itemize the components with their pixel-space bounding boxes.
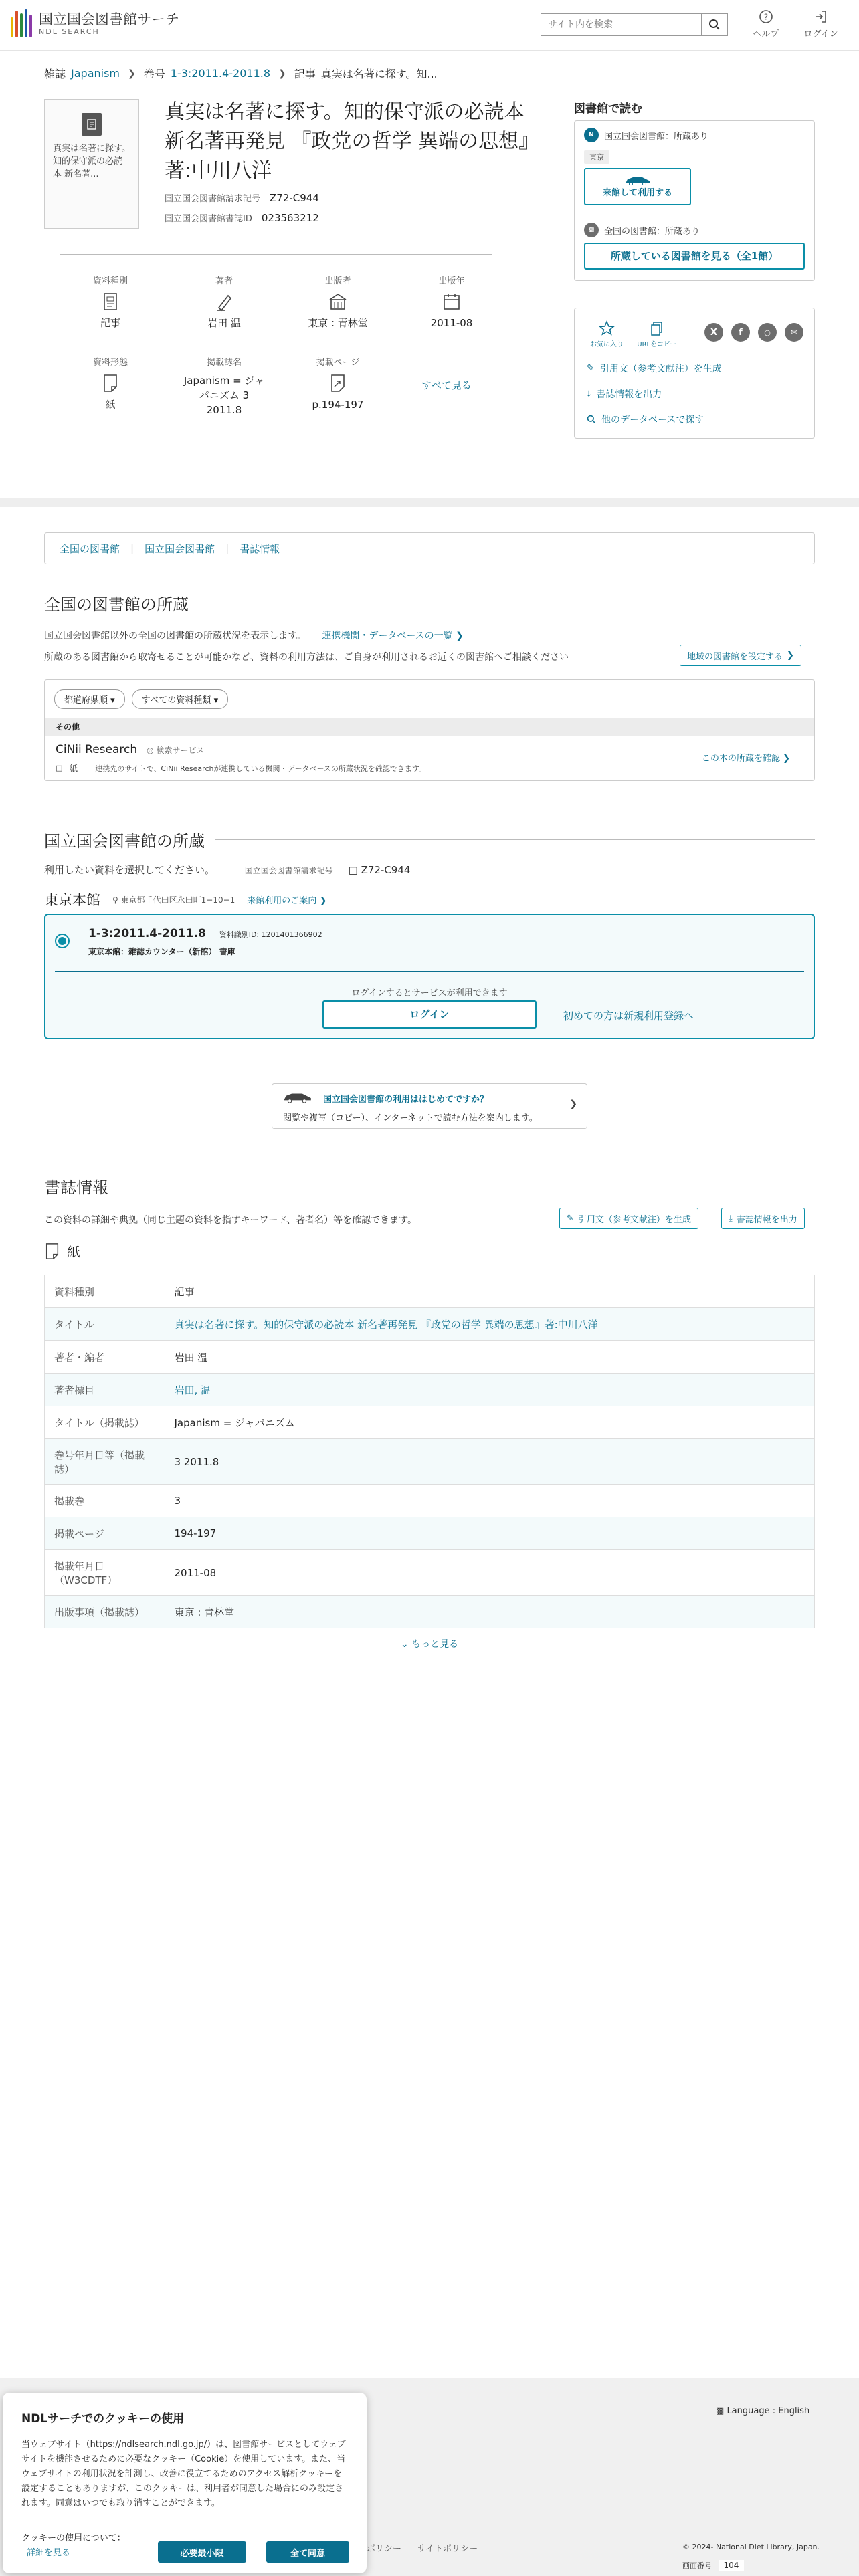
tab-ndl[interactable]: 国立国会図書館 xyxy=(145,542,215,555)
chevron-right-icon: ❯ xyxy=(456,631,464,641)
table-row xyxy=(45,1439,815,1485)
page-title: 真実は名著に探す。知的保守派の必読本 新名著再発見 『政党の哲学 異端の思想』著:中川八洋 xyxy=(165,100,529,183)
cinii-form: 紙 xyxy=(69,764,78,774)
section-tabs xyxy=(44,532,815,564)
ndl-login-button[interactable]: ログイン xyxy=(322,1000,537,1029)
language-label: Language : English xyxy=(727,2406,810,2416)
item-thumbnail xyxy=(44,99,139,229)
cinii-detail xyxy=(56,762,426,774)
paper-icon xyxy=(60,372,161,395)
check-holdings-link[interactable] xyxy=(702,751,790,764)
site-search-input[interactable] xyxy=(541,13,701,36)
item-attributes xyxy=(60,254,492,429)
guide-title: 国立国会図書館の利用ははじめてですか？ xyxy=(323,1095,489,1105)
login-note: ログインするとサービスが利用できます xyxy=(351,988,508,998)
attr-journal-value: Japanism = ジャパニズム 3 2011.8 xyxy=(183,374,265,416)
help-button[interactable] xyxy=(743,9,789,39)
screen-number xyxy=(682,2560,744,2571)
attr-type-value: 記事 xyxy=(100,317,120,329)
national-desc-1 xyxy=(44,629,464,642)
holding-counter: 東京本館：雑誌カウンター（新館） 書庫 xyxy=(88,947,235,956)
library-availability-card xyxy=(574,120,815,281)
bib-key: 掲載年月日（W3CDTF） xyxy=(45,1550,165,1596)
calendar-icon xyxy=(401,290,502,313)
cinii-desc: 連携先のサイトで、CiNii Researchが連携している機関・データベースの所蔵状況を確認できます。 xyxy=(95,764,427,773)
attr-page xyxy=(288,355,388,412)
attr-author xyxy=(174,274,274,330)
bib-cite-label: 引用文（参考文献注）を生成 xyxy=(577,1214,691,1225)
set-local-library-button[interactable] xyxy=(680,645,801,666)
login-icon xyxy=(814,9,828,24)
sort-prefecture-label: 都道府県順 xyxy=(64,695,108,706)
table-row xyxy=(45,1374,815,1406)
national-desc-1-text: 国立国会図書館以外の全国の図書館の所蔵状況を表示します。 xyxy=(44,631,306,641)
all-libraries-availability-text: 全国の図書館：所蔵あり xyxy=(604,226,700,237)
footer-links xyxy=(367,2541,478,2554)
ndl-holdings-title: 国立国会図書館の所蔵 xyxy=(44,832,205,851)
call-number-value: Z72-C944 xyxy=(270,192,319,204)
screen-number-label: 画面番号 xyxy=(682,2561,712,2570)
attr-year xyxy=(401,274,502,330)
attr-year-value: 2011-08 xyxy=(430,317,473,329)
mail-share-icon[interactable]: ✉ xyxy=(785,323,803,342)
attr-publisher xyxy=(288,274,388,330)
x-share-icon[interactable]: X xyxy=(704,323,723,342)
bib-value: 3 2011.8 xyxy=(165,1439,815,1485)
login-button[interactable] xyxy=(797,9,844,39)
set-local-library-label: 地域の図書館を設定する xyxy=(687,651,783,662)
footer-policy-link[interactable]: ポリシー xyxy=(367,2544,402,2554)
breadcrumb xyxy=(44,66,438,81)
attr-page-label: 掲載ページ xyxy=(316,358,360,368)
bib-id-value: 023563212 xyxy=(261,212,319,224)
actions-card xyxy=(574,308,815,439)
table-row xyxy=(45,1275,815,1308)
chevron-down-icon: ▾ xyxy=(110,695,115,706)
bib-value: 東京 : 青林堂 xyxy=(165,1596,815,1628)
attr-author-label: 著者 xyxy=(215,276,233,286)
holding-volume-row xyxy=(88,927,322,940)
attr-form xyxy=(60,355,161,412)
sort-prefecture-dropdown[interactable] xyxy=(54,689,125,709)
tab-bibliographic-info[interactable]: 書誌情報 xyxy=(240,542,280,555)
bib-key: 著者標目 xyxy=(45,1374,165,1406)
national-desc-2: 所蔵のある図書館から取寄せることが可能かなど、資料の利用方法は、ご自身が利用されるお近くの図書館へご相談ください xyxy=(44,652,569,663)
language-switch[interactable] xyxy=(716,2406,809,2416)
breadcrumb-link-issue[interactable]: 1-3:2011.4-2011.8 xyxy=(170,67,271,80)
chevron-right-icon: ❯ xyxy=(319,895,327,906)
search-icon xyxy=(708,19,721,31)
site-header xyxy=(0,0,859,51)
table-row xyxy=(45,1406,815,1439)
bib-key: 出版事項（掲載誌） xyxy=(45,1596,165,1628)
other-database-label: 他のデータベースで探す xyxy=(601,415,704,425)
car-icon xyxy=(282,1092,312,1103)
attr-publisher-label: 出版者 xyxy=(324,276,351,286)
branch-name: 東京本館 xyxy=(44,892,100,908)
export-bib-label: 書誌情報を出力 xyxy=(596,389,662,400)
site-search xyxy=(541,13,728,36)
download-icon: ⤓ xyxy=(729,1213,733,1224)
bib-value: 岩田 温 xyxy=(165,1341,815,1374)
quote-icon: ✎ xyxy=(587,363,595,374)
screen-number-value: 104 xyxy=(719,2560,745,2571)
breadcrumb-label-issue: 巻号 xyxy=(143,68,165,80)
all-libraries-availability xyxy=(584,223,700,237)
facebook-share-icon[interactable]: f xyxy=(731,323,750,342)
help-label: ヘルプ xyxy=(753,29,779,39)
bib-form xyxy=(44,1241,80,1261)
thumbnail-text: 真実は名著に探す。知的保守派の必読本 新名著... xyxy=(53,144,130,179)
attr-publisher-value: 東京 : 青林堂 xyxy=(308,317,368,329)
branch-address xyxy=(112,894,235,905)
copy-url-button[interactable] xyxy=(634,320,680,348)
attr-type-label: 資料種別 xyxy=(92,276,128,286)
cookie-title: NDLサーチでのクッキーの使用 xyxy=(21,2412,185,2426)
material-type-dropdown[interactable] xyxy=(132,689,228,709)
chevron-right-icon: ❯ xyxy=(783,754,791,764)
section-divider xyxy=(0,498,859,507)
bib-author-link[interactable]: 岩田, 温 xyxy=(165,1374,815,1406)
chevron-down-icon: ⌄ xyxy=(400,1639,409,1650)
view-holding-libraries-button[interactable]: 所蔵している図書館を見る（全1館） xyxy=(584,243,805,270)
bib-key: 掲載ページ xyxy=(45,1517,165,1550)
national-holdings-title: 全国の図書館の所蔵 xyxy=(44,595,189,614)
heading-rule xyxy=(215,839,815,840)
show-more-label: もっと見る xyxy=(411,1639,459,1650)
visit-guide-label: 来館利用のご案内 xyxy=(247,895,317,906)
logo-mark-icon xyxy=(11,9,32,37)
breadcrumb-label-journal: 雑誌 xyxy=(44,68,66,80)
ndl-call-number-value: Z72-C944 xyxy=(361,864,411,876)
check-holdings-label: この本の所蔵を確認 xyxy=(702,754,781,764)
table-row xyxy=(45,1308,815,1341)
ndl-availability xyxy=(584,128,708,142)
branch-row xyxy=(44,889,326,909)
ndl-icon: N xyxy=(584,128,599,142)
call-number-icon: □ xyxy=(348,864,358,876)
tab-national-libraries[interactable]: 全国の図書館 xyxy=(60,542,120,555)
cinii-row xyxy=(56,743,204,756)
visit-guide-link[interactable] xyxy=(247,893,326,906)
export-bib-link[interactable] xyxy=(587,387,662,401)
bib-export-label: 書誌情報を出力 xyxy=(736,1214,797,1225)
cinii-service-label: 検索サービス xyxy=(156,745,205,755)
holding-divider xyxy=(55,971,804,972)
show-more-button[interactable] xyxy=(0,1637,859,1650)
ndl-select-text: 利用したい資料を選択してください。 xyxy=(44,864,215,876)
cookie-body: 当ウェブサイト（https://ndlsearch.ndl.go.jp/）は、図書館サービスとしてウェブサイトを機能させるために必要なクッキー（Cookie）を使用しています。また、当ウェブサイトの利用状況を計測し、改善に役立てるためのアクセス解析クッキーを設定することもありますが、このクッキーは、利用者が同意した場合にのみ設定されます。同意はいつでも取り消すことができます。 xyxy=(21,2440,346,2508)
holdings-filters xyxy=(54,689,228,709)
cookie-dialog xyxy=(3,2393,367,2573)
map-pin-icon: ⚲ xyxy=(112,895,118,905)
pen-icon xyxy=(174,290,274,313)
favorite-label: お気に入り xyxy=(590,341,624,348)
table-row xyxy=(45,1485,815,1517)
holding-volume: 1-3:2011.4-2011.8 xyxy=(88,927,206,940)
search-icon xyxy=(587,415,596,424)
read-at-library-heading: 図書館で読む xyxy=(574,102,642,116)
call-number-row xyxy=(165,191,319,204)
chevron-right-icon: ❯ xyxy=(787,650,794,661)
breadcrumb-label-article: 記事 xyxy=(294,68,316,80)
login-label: ログイン xyxy=(803,29,838,39)
tab-divider: | xyxy=(130,542,134,554)
other-database-link[interactable] xyxy=(587,413,704,426)
help-icon xyxy=(759,9,773,24)
svg-text:?: ? xyxy=(763,12,769,22)
bib-title-link[interactable]: 真実は名著に探す。知的保守派の必読本 新名著再発見 『政党の哲学 異端の思想』著:中川八洋 xyxy=(165,1308,815,1341)
building-icon xyxy=(288,290,388,313)
partner-list-link[interactable] xyxy=(322,631,464,641)
generate-citation-label: 引用文（参考文献注）を生成 xyxy=(599,364,722,374)
chevron-right-icon: ❯ xyxy=(569,1099,577,1109)
register-link[interactable]: 初めての方は新規利用登録へ xyxy=(563,1010,694,1022)
cinii-name: CiNii Research xyxy=(56,743,138,756)
bib-key: タイトル（掲載誌） xyxy=(45,1406,165,1439)
attr-author-value: 岩田 温 xyxy=(207,317,241,329)
ndl-select-row xyxy=(44,863,410,877)
bib-key: 巻号年月日等（掲載誌） xyxy=(45,1439,165,1485)
cinii-service-tag xyxy=(147,744,204,756)
bib-value: 3 xyxy=(165,1485,815,1517)
attr-type xyxy=(60,274,161,330)
bib-title: 書誌情報 xyxy=(44,1178,108,1197)
national-holdings-heading xyxy=(44,591,815,615)
bib-table xyxy=(44,1275,815,1628)
partner-list-label: 連携機関・データベースの一覧 xyxy=(322,631,453,641)
attr-year-label: 出版年 xyxy=(438,276,465,286)
first-time-guide[interactable] xyxy=(272,1083,587,1129)
table-row xyxy=(45,1596,815,1628)
holdings-list xyxy=(44,679,815,781)
bib-value: 194-197 xyxy=(165,1517,815,1550)
bib-cite-button[interactable] xyxy=(559,1208,698,1229)
bib-export-button[interactable] xyxy=(721,1208,805,1229)
attr-form-value: 紙 xyxy=(105,399,116,411)
table-row xyxy=(45,1550,815,1596)
paper-icon: □ xyxy=(56,764,63,772)
breadcrumb-link-journal[interactable]: Japanism xyxy=(71,67,120,80)
call-number-label: 国立国会図書館請求記号 xyxy=(165,194,261,204)
attr-journal xyxy=(174,355,274,417)
bib-key: 資料種別 xyxy=(45,1275,165,1308)
quote-icon: ✎ xyxy=(567,1213,574,1224)
chevron-right-icon: ❯ xyxy=(128,68,136,79)
line-share-icon[interactable]: ○ xyxy=(758,323,777,342)
holding-radio[interactable] xyxy=(55,934,70,948)
footer-site-policy-link[interactable]: サイトポリシー xyxy=(417,2544,478,2554)
visit-library-label: 来館して利用する xyxy=(602,187,672,198)
copy-url-label: URLをコピー xyxy=(637,341,677,348)
chevron-right-icon: ❯ xyxy=(278,68,286,79)
see-all-link[interactable]: すべて見る xyxy=(421,379,472,391)
cookie-accept-button[interactable]: 全て同意 xyxy=(266,2541,349,2563)
star-icon xyxy=(599,320,615,336)
attr-journal-label: 掲載誌名 xyxy=(206,358,242,368)
bib-key: 著者・編者 xyxy=(45,1341,165,1374)
breadcrumb-current: 真実は名著に探す。知... xyxy=(320,68,438,80)
copyright: © 2024- National Diet Library, Japan. xyxy=(682,2543,820,2551)
chevron-down-icon: ▾ xyxy=(213,695,219,706)
attr-form-label: 資料形態 xyxy=(92,358,128,368)
search-service-icon: ◎ xyxy=(147,745,154,755)
download-icon: ⤓ xyxy=(587,389,591,399)
copy-icon xyxy=(649,320,665,336)
logo-subtitle: NDL SEARCH xyxy=(39,27,100,36)
document-icon xyxy=(60,290,161,313)
table-row xyxy=(45,1517,815,1550)
bib-key: タイトル xyxy=(45,1308,165,1341)
material-type-label: すべての資料種類 xyxy=(141,695,211,706)
cookie-detail-link[interactable]: 詳細を見る xyxy=(27,2548,71,2558)
ndl-holdings-heading xyxy=(44,828,815,851)
bib-key: 掲載巻 xyxy=(45,1485,165,1517)
article-icon xyxy=(82,113,102,136)
library-icon: ▩ xyxy=(584,223,599,237)
bib-heading xyxy=(44,1174,815,1198)
bib-form-label: 紙 xyxy=(67,1244,80,1260)
bib-desc: この資料の詳細や典拠（同じ主題の資料を指すキーワード、著者名）等を確認できます。 xyxy=(44,1215,417,1226)
bib-id-label: 国立国会図書館書誌ID xyxy=(165,214,252,224)
ndl-call-number-label: 国立国会図書館請求記号 xyxy=(244,866,333,875)
car-icon xyxy=(624,176,652,185)
favorite-button[interactable] xyxy=(587,320,627,348)
table-row xyxy=(45,1341,815,1374)
cookie-necessary-button[interactable]: 必要最小限 xyxy=(158,2541,246,2563)
bib-value: 2011-08 xyxy=(165,1550,815,1596)
bib-value: 記事 xyxy=(165,1275,815,1308)
holding-item-id: 資料識別ID: 1201401366902 xyxy=(219,930,322,939)
group-header-other: その他 xyxy=(45,718,814,736)
branch-address-text: 東京都千代田区永田町1−10−1 xyxy=(120,895,235,905)
ndl-availability-text: 国立国会図書館：所蔵あり xyxy=(604,131,709,142)
ndl-holding-item[interactable] xyxy=(44,914,815,1039)
site-search-button[interactable] xyxy=(701,13,728,36)
guide-desc: 閲覧や複写（コピー）、インターネットで読む方法を案内します。 xyxy=(283,1113,538,1123)
logo-title: 国立国会図書館サーチ xyxy=(39,11,179,27)
attr-page-value: p.194-197 xyxy=(312,399,364,411)
bib-id-row xyxy=(165,211,319,224)
paper-icon xyxy=(44,1242,60,1261)
page-icon xyxy=(288,372,388,395)
generate-citation-link[interactable] xyxy=(587,362,722,375)
site-logo[interactable] xyxy=(11,9,179,37)
cookie-usage-label: クッキーの使用について： xyxy=(21,2533,126,2543)
bib-value: Japanism = ジャパニズム xyxy=(165,1406,815,1439)
tab-divider: | xyxy=(225,542,229,554)
visit-library-button[interactable] xyxy=(584,168,691,205)
location-tag-tokyo: 東京 xyxy=(584,150,609,164)
language-icon: ▩ xyxy=(716,2406,725,2416)
